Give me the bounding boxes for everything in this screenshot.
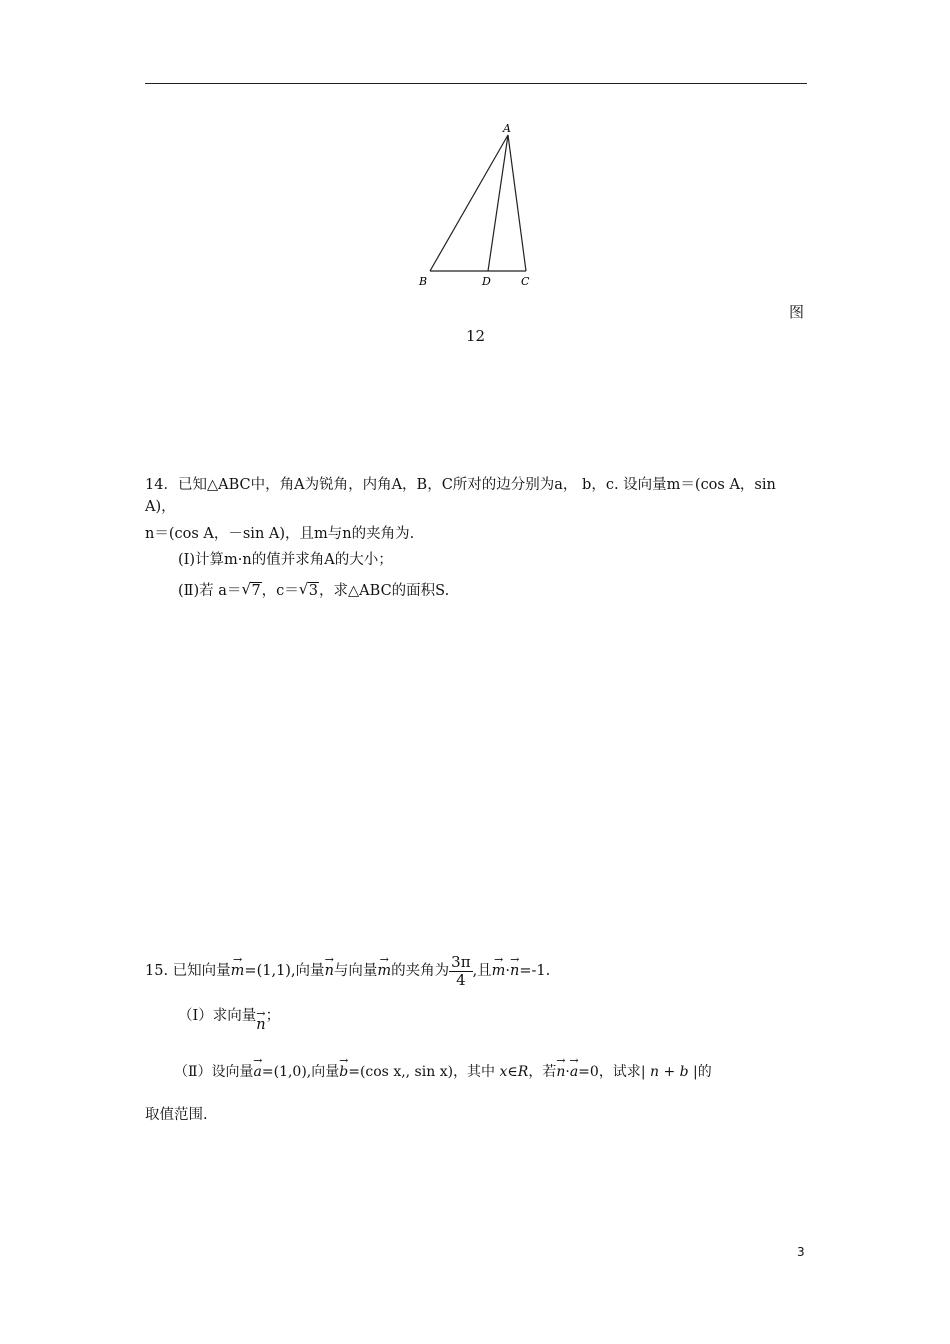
vector-m-2: → m — [377, 952, 391, 990]
vector-n: → n — [325, 952, 334, 990]
vector-n-2: → n — [510, 952, 519, 990]
q14-part2-mid: ，c＝ — [261, 583, 299, 599]
figure-caption-part1: 图 — [789, 303, 805, 321]
vector-b: → b — [339, 1061, 348, 1083]
vector-m: → m — [231, 952, 245, 990]
q14-line2: n＝(cos A，－sin A)，且m与n的夹角为. — [145, 526, 415, 542]
label-a: A — [503, 122, 511, 135]
side-ab — [430, 135, 508, 271]
triangle-figure — [410, 118, 550, 293]
vector-n-4: → n — [556, 1061, 565, 1083]
q15-part1: （Ⅰ）求向量→ n； — [178, 1005, 280, 1027]
segment-ad — [488, 135, 508, 271]
vector-m-3: → m — [492, 952, 506, 990]
label-b: B — [419, 275, 428, 288]
q14-line1: 14．已知△ABC中，角A为锐角，内角A，B，C所对的边分别为a， b，c. 设向量m＝(cos A，sin — [145, 477, 776, 493]
label-c: C — [521, 275, 530, 288]
q14-part2 — [178, 580, 449, 602]
abs-n-plus-b: | n + b | — [640, 1064, 698, 1080]
header-rule — [145, 83, 807, 84]
sqrt-7: √ 7 — [241, 580, 261, 602]
q14-part2-post: ，求△ABC的面积S. — [319, 583, 450, 599]
vector-a: → a — [254, 1061, 262, 1083]
q14-part2-pre: (Ⅱ)若 a＝ — [178, 583, 242, 599]
figure-caption-part2: 12 — [466, 327, 486, 345]
vector-n-3: → n — [256, 1014, 265, 1036]
q15-line1: 15. 已知向量→ m=(1,1),向量→ n与向量→ m的夹角为 $\frac{3\pi}{4}$ ,且→ m·→ n=-1. — [145, 952, 550, 990]
vector-a-2: → a — [570, 1061, 578, 1083]
page-number: 3 — [797, 1245, 805, 1259]
sqrt-3: √ 3 — [299, 580, 319, 602]
q14-part1: (Ⅰ)计算m·n的值并求角A的大小； — [178, 552, 393, 568]
side-ac — [508, 135, 526, 271]
label-d: D — [482, 275, 491, 288]
q15-part2: （Ⅱ）设向量→ a=(1,0),向量→ b=(cos x,, sin x)，其中 x∈R，若→ n·→ a=0，试求| n + b |的 — [174, 1061, 712, 1083]
q15-part2-end: 取值范围. — [145, 1107, 208, 1123]
fraction-3pi-4: $\frac{3\pi}{4}$ — [451, 952, 471, 989]
q14-line1b: A)， — [145, 499, 176, 515]
